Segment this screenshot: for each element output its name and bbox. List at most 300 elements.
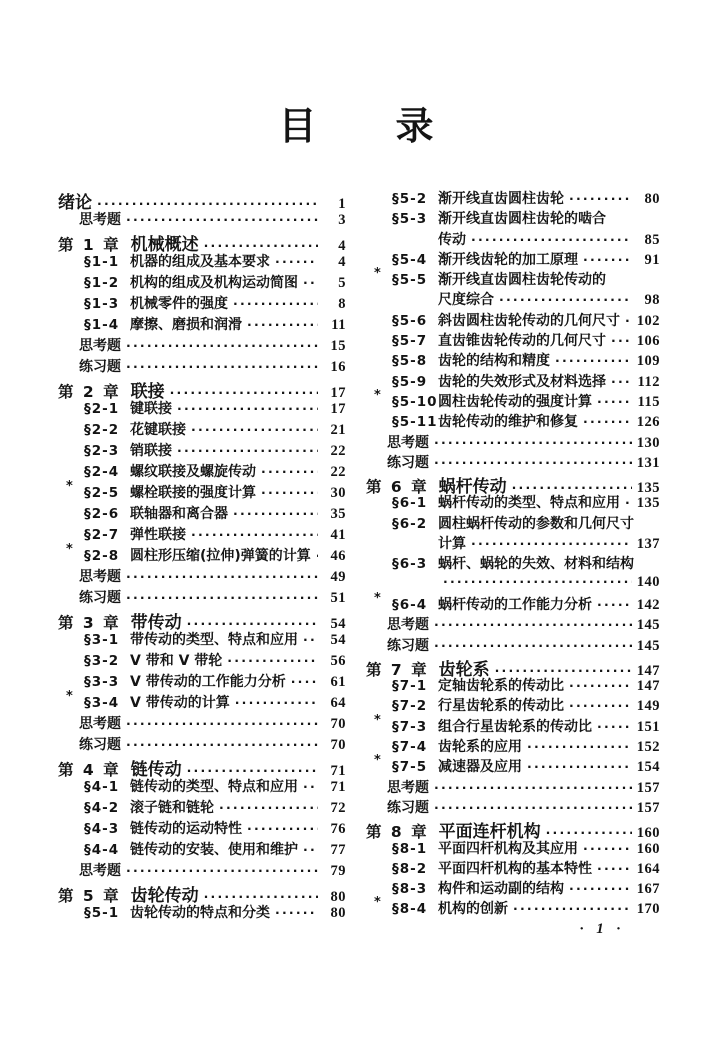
dot-leader [434, 617, 632, 632]
entry-page: 154 [636, 759, 660, 776]
entry-label: §2-5 [84, 485, 120, 501]
entry-title: 链传动的运动特性 [130, 821, 242, 837]
toc-entry [58, 587, 346, 608]
entry-title: 螺栓联接的强度计算 [130, 485, 256, 501]
dot-leader [611, 374, 632, 389]
entry-page: 72 [330, 800, 346, 816]
entry-title: 花键联接 [130, 422, 186, 438]
entry-label: §2-2 [84, 422, 120, 438]
entry-label: §7-2 [392, 698, 428, 715]
toc-entry [58, 377, 346, 402]
entry-title: 渐开线直齿圆柱齿轮的啮合 [438, 211, 606, 228]
entry-page: 30 [330, 485, 346, 501]
toc-entry [366, 432, 660, 452]
toc-entry [366, 817, 660, 843]
entry-title: 齿轮的结构和精度 [438, 353, 550, 370]
entry-title: 斜齿圆柱齿轮传动的几何尺寸 [438, 312, 620, 329]
dot-leader [177, 443, 318, 458]
toc-entry [58, 542, 346, 566]
toc-entry [366, 411, 660, 431]
entry-label: §1-4 [84, 317, 120, 333]
entry-page: 61 [330, 674, 346, 690]
entry-label: §1-3 [84, 296, 120, 312]
toc-entry [366, 553, 660, 573]
dot-leader [126, 590, 318, 605]
dot-leader [597, 719, 632, 734]
entry-label: §6-3 [392, 556, 428, 573]
entry-page: 80 [644, 191, 660, 207]
dot-leader [191, 527, 318, 542]
entry-label: §2-6 [84, 506, 120, 522]
toc-entry [366, 777, 660, 797]
toc-columns [58, 188, 660, 923]
entry-page: 80 [330, 889, 346, 905]
toc-column-right [366, 188, 660, 923]
entry-page: 109 [636, 353, 660, 370]
entry-label: §1-1 [84, 254, 120, 270]
entry-label: §5-7 [392, 333, 428, 350]
entry-title: 定轴齿轮系的传动比 [438, 678, 564, 695]
dot-leader [583, 252, 632, 267]
entry-label: §1-2 [84, 275, 120, 291]
entry-label: §6-1 [392, 495, 428, 512]
entry-page: 164 [636, 860, 660, 877]
entry-page: 51 [330, 590, 346, 606]
toc-entry [366, 858, 660, 878]
toc-entry [58, 776, 346, 797]
entry-page: 98 [644, 292, 660, 309]
entry-title: 键联接 [130, 401, 172, 417]
entry-title: 绪论 [58, 193, 92, 213]
entry-page: 49 [330, 569, 346, 585]
dot-leader [434, 780, 632, 795]
entry-title: 思考题 [387, 434, 429, 451]
entry-title: 构件和运动副的结构 [438, 881, 564, 898]
entry-page: 71 [330, 779, 346, 795]
toc-entry [58, 755, 346, 780]
entry-label: §2-7 [84, 527, 120, 543]
toc-entry [366, 712, 660, 736]
toc-entry [366, 371, 660, 391]
entry-label: §5-2 [392, 191, 428, 207]
entry-label: §3-1 [84, 632, 120, 648]
entry-title: 蜗杆、蜗轮的失效、材料和结构 [438, 556, 634, 573]
entry-title: 直齿锥齿轮传动的几何尺寸 [438, 333, 606, 350]
dot-leader [569, 191, 632, 206]
dot-leader [233, 506, 318, 521]
toc-entry [58, 629, 346, 650]
dot-leader [527, 759, 632, 774]
toc-entry [58, 818, 346, 839]
entry-page: 22 [330, 464, 346, 480]
entry-title: 练习题 [387, 799, 429, 816]
entry-page: 145 [636, 637, 660, 654]
entry-title: V 带和 V 带轮 [130, 653, 223, 669]
entry-page: 145 [636, 617, 660, 634]
dot-leader [233, 296, 318, 311]
toc-entry [366, 753, 660, 776]
entry-page: 80 [330, 905, 346, 921]
entry-page: 135 [636, 480, 660, 497]
toc-entry [366, 590, 660, 614]
entry-page: 115 [637, 393, 660, 410]
entry-label: §8-2 [392, 860, 428, 877]
dot-leader [303, 275, 318, 290]
entry-title: 弹性联接 [130, 527, 186, 543]
toc-entry [366, 797, 660, 817]
toc-entry [58, 650, 346, 671]
entry-page: 106 [636, 333, 660, 350]
entry-title: 蜗杆传动 [438, 477, 507, 498]
entry-title: 摩擦、磨损和润滑 [130, 317, 242, 333]
dot-leader [597, 394, 632, 409]
toc-entry [58, 314, 346, 335]
dot-leader [291, 674, 318, 689]
entry-page: 64 [330, 695, 346, 711]
toc-entry [366, 310, 660, 330]
entry-title: 齿轮传动 [130, 886, 199, 906]
toc-entry [58, 398, 346, 419]
entry-title: 思考题 [79, 338, 121, 354]
entry-label: §7-5 [392, 759, 428, 776]
entry-title: 组合行星齿轮系的传动比 [438, 718, 592, 735]
entry-page: 152 [636, 739, 660, 756]
star-marker: * [374, 895, 381, 911]
entry-label: 第 7 章 [366, 660, 429, 679]
entry-page: 157 [636, 799, 660, 816]
toc-entry [58, 566, 346, 587]
entry-page: 142 [636, 596, 660, 613]
entry-label: §2-4 [84, 464, 120, 480]
dot-leader [126, 863, 318, 878]
entry-page: 8 [338, 296, 346, 312]
entry-title: 练习题 [79, 359, 121, 375]
entry-title: 平面连杆机构 [438, 822, 541, 843]
entry-title: 渐开线直齿圆柱齿轮 [438, 191, 564, 207]
entry-label: §3-4 [84, 695, 120, 711]
entry-label: §2-1 [84, 401, 120, 417]
dot-leader [227, 653, 318, 668]
entry-label: §2-3 [84, 443, 120, 459]
entry-title: 思考题 [79, 863, 121, 879]
toc-entry [58, 209, 346, 230]
entry-label: 第 8 章 [366, 823, 429, 842]
entry-title: 平面四杆机构的基本特性 [438, 860, 592, 877]
entry-page: 1 [338, 196, 346, 212]
entry-page: 160 [636, 840, 660, 857]
entry-label: §5-3 [392, 211, 428, 228]
toc-entry [58, 524, 346, 545]
entry-label: §8-4 [392, 901, 428, 918]
entry-title: 齿轮系 [438, 659, 490, 680]
dot-leader [625, 495, 632, 510]
entry-title: 思考题 [387, 779, 429, 796]
toc-entry [366, 635, 660, 655]
entry-label: §5-10 [392, 393, 438, 410]
entry-page: 11 [331, 317, 346, 333]
toc-entry [366, 574, 660, 594]
entry-label: §5-4 [392, 251, 428, 268]
entry-title: 思考题 [387, 617, 429, 634]
entry-title: 思考题 [79, 716, 121, 732]
entry-label: §5-5 [392, 272, 428, 289]
entry-label: §6-4 [392, 596, 428, 613]
dot-leader [235, 695, 318, 710]
entry-title: 渐开线齿轮的加工原理 [438, 251, 578, 268]
entry-title: 练习题 [79, 737, 121, 753]
toc-entry [366, 614, 660, 634]
entry-page: 157 [636, 779, 660, 796]
dot-leader [275, 905, 318, 920]
entry-title: 思考题 [79, 569, 121, 585]
entry-page: 46 [330, 548, 346, 564]
page-title: 目 录 [278, 104, 435, 148]
toc-entry [366, 878, 660, 898]
entry-title: 螺纹联接及螺旋传动 [130, 464, 256, 480]
dot-leader [126, 338, 318, 353]
dot-leader [219, 800, 318, 815]
entry-page: 4 [338, 238, 346, 254]
entry-title: 机器的组成及基本要求 [130, 254, 270, 270]
dot-leader [434, 435, 632, 450]
dot-leader [625, 313, 632, 328]
entry-label: §5-11 [392, 414, 438, 431]
entry-title: 练习题 [387, 637, 429, 654]
entry-page: 170 [636, 901, 660, 918]
entry-label: §7-1 [392, 678, 428, 695]
entry-label: §3-3 [84, 674, 120, 690]
entry-title: 联轴器和离合器 [130, 506, 228, 522]
entry-title: 传动 [438, 231, 466, 248]
entry-title: 练习题 [387, 454, 429, 471]
entry-label: §4-1 [84, 779, 120, 795]
entry-label: 第 5 章 [58, 887, 121, 905]
dot-leader [434, 455, 632, 470]
entry-title: 齿轮传动的维护和修复 [438, 414, 578, 431]
entry-page: 112 [637, 373, 660, 390]
dot-leader [597, 597, 632, 612]
toc-entry [366, 266, 660, 289]
entry-title: 销联接 [130, 443, 172, 459]
entry-page: 56 [330, 653, 346, 669]
toc-entry [366, 838, 660, 858]
entry-label: §2-8 [84, 548, 120, 564]
toc-entry [366, 452, 660, 472]
dot-leader [247, 821, 318, 836]
entry-page: 21 [330, 422, 346, 438]
dot-leader [303, 842, 318, 857]
entry-label: §5-9 [392, 373, 428, 390]
page-number: · 1 · [579, 921, 621, 937]
dot-leader [191, 422, 318, 437]
entry-title: 减速器及应用 [438, 759, 522, 776]
dot-leader [261, 464, 318, 479]
toc-entry [366, 513, 660, 533]
entry-page: 147 [636, 662, 660, 679]
entry-label: §5-6 [392, 312, 428, 329]
dot-leader [126, 569, 318, 584]
entry-title: 计算 [438, 536, 466, 553]
entry-page: 77 [330, 842, 346, 858]
toc-entry [58, 797, 346, 818]
toc-entry [366, 736, 660, 756]
entry-label: §5-8 [392, 353, 428, 370]
dot-leader [126, 737, 318, 752]
toc-entry [366, 208, 660, 228]
toc-entry [58, 713, 346, 734]
entry-title: 蜗杆传动的工作能力分析 [438, 596, 592, 613]
entry-label: §5-1 [84, 905, 120, 921]
toc-entry [58, 461, 346, 482]
entry-title: 齿轮系的应用 [438, 739, 522, 756]
entry-title: 渐开线直齿圆柱齿轮传动的 [438, 272, 606, 289]
dot-leader [499, 292, 632, 307]
dot-leader [471, 232, 632, 247]
toc-entry [58, 608, 346, 633]
star-marker: * [66, 479, 73, 494]
toc-entry [58, 251, 346, 272]
entry-title: 思考题 [79, 212, 121, 228]
entry-label: §4-3 [84, 821, 120, 837]
entry-title: 圆柱形压缩(拉伸)弹簧的计算 [130, 548, 311, 564]
entry-page: 126 [636, 414, 660, 431]
dot-leader [555, 353, 632, 368]
entry-page: 140 [636, 573, 660, 590]
entry-page: 76 [330, 821, 346, 837]
entry-page: 15 [330, 338, 346, 354]
toc-entry [58, 293, 346, 314]
toc-entry [366, 229, 660, 249]
entry-title: 机构的创新 [438, 901, 508, 918]
entry-page: 71 [330, 763, 346, 779]
toc-entry [366, 533, 660, 553]
toc-entry [366, 249, 660, 269]
star-marker: * [374, 590, 381, 606]
dot-leader [527, 739, 632, 754]
entry-page: 54 [330, 616, 346, 632]
dot-leader [177, 401, 318, 416]
dot-leader [261, 485, 318, 500]
entry-title: 链传动的类型、特点和应用 [130, 779, 298, 795]
entry-title: 尺度综合 [438, 292, 494, 309]
toc-entry [58, 839, 346, 860]
toc-entry [58, 479, 346, 503]
entry-page: 22 [330, 443, 346, 459]
entry-page: 54 [330, 632, 346, 648]
entry-page: 130 [636, 434, 660, 451]
entry-page: 5 [338, 275, 346, 291]
entry-page: 41 [330, 527, 346, 543]
toc-entry [366, 289, 660, 309]
toc-entry [366, 188, 660, 208]
entry-page: 17 [330, 385, 346, 401]
entry-page: 17 [330, 401, 346, 417]
toc-entry [366, 330, 660, 350]
entry-page: 137 [636, 536, 660, 553]
entry-title: 链传动 [130, 760, 182, 780]
entry-label: 第 6 章 [366, 478, 429, 497]
toc-entry [58, 902, 346, 923]
entry-title: V 带传动的工作能力分析 [130, 674, 286, 690]
dot-leader [569, 881, 632, 896]
entry-label: §7-4 [392, 739, 428, 756]
entry-title: 圆柱蜗杆传动的参数和几何尺寸 [438, 515, 634, 532]
entry-page: 160 [636, 825, 660, 842]
star-marker: * [66, 689, 73, 704]
entry-page: 102 [636, 312, 660, 329]
entry-label: §7-3 [392, 718, 428, 735]
dot-leader [583, 414, 632, 429]
entry-title: 圆柱齿轮传动的强度计算 [438, 393, 592, 410]
entry-title: 齿轮的失效形式及材料选择 [438, 373, 606, 390]
entry-title: V 带传动的计算 [130, 695, 230, 711]
entry-title: 平面四杆机构及其应用 [438, 840, 578, 857]
entry-label: §8-1 [392, 840, 428, 857]
toc-entry [366, 895, 660, 918]
dot-leader [316, 548, 318, 563]
entry-page: 3 [338, 212, 346, 228]
toc-entry [58, 272, 346, 293]
toc-entry [58, 356, 346, 377]
entry-page: 147 [636, 678, 660, 695]
toc-entry [58, 419, 346, 440]
entry-page: 167 [636, 881, 660, 898]
entry-label: 第 2 章 [58, 383, 121, 401]
entry-label: §6-2 [392, 515, 428, 532]
entry-page: 91 [644, 251, 660, 268]
dot-leader [443, 574, 632, 589]
dot-leader [247, 317, 318, 332]
toc-entry [366, 472, 660, 498]
entry-title: 联接 [130, 382, 165, 402]
entry-title: 链传动的安装、使用和维护 [130, 842, 298, 858]
toc-entry [58, 335, 346, 356]
toc-entry [58, 734, 346, 755]
entry-title: 齿轮传动的特点和分类 [130, 905, 270, 921]
toc-entry [366, 675, 660, 695]
dot-leader [611, 333, 632, 348]
entry-label: 第 3 章 [58, 614, 121, 632]
entry-label: 第 1 章 [58, 236, 121, 254]
entry-label: §3-2 [84, 653, 120, 669]
star-marker: * [374, 753, 381, 769]
dot-leader [126, 716, 318, 731]
entry-label: 第 4 章 [58, 761, 121, 779]
entry-title: 机械零件的强度 [130, 296, 228, 312]
entry-title: 练习题 [79, 590, 121, 606]
dot-leader [569, 698, 632, 713]
entry-page: 131 [636, 454, 660, 471]
toc-entry [366, 350, 660, 370]
entry-label: §4-4 [84, 842, 120, 858]
entry-page: 70 [330, 737, 346, 753]
entry-title: 机构的组成及机构运动简图 [130, 275, 298, 291]
toc-column-left [58, 188, 346, 923]
toc-entry [58, 230, 346, 255]
toc-entry [58, 860, 346, 881]
entry-page: 70 [330, 716, 346, 732]
entry-page: 151 [636, 718, 660, 735]
star-marker: * [374, 387, 381, 403]
dot-leader [303, 779, 318, 794]
dot-leader [275, 254, 318, 269]
entry-title: 带传动的类型、特点和应用 [130, 632, 298, 648]
entry-page: 16 [330, 359, 346, 375]
entry-title: 蜗杆传动的类型、特点和应用 [438, 495, 620, 512]
dot-leader [434, 638, 632, 653]
dot-leader [513, 901, 632, 916]
toc-entry [58, 689, 346, 713]
